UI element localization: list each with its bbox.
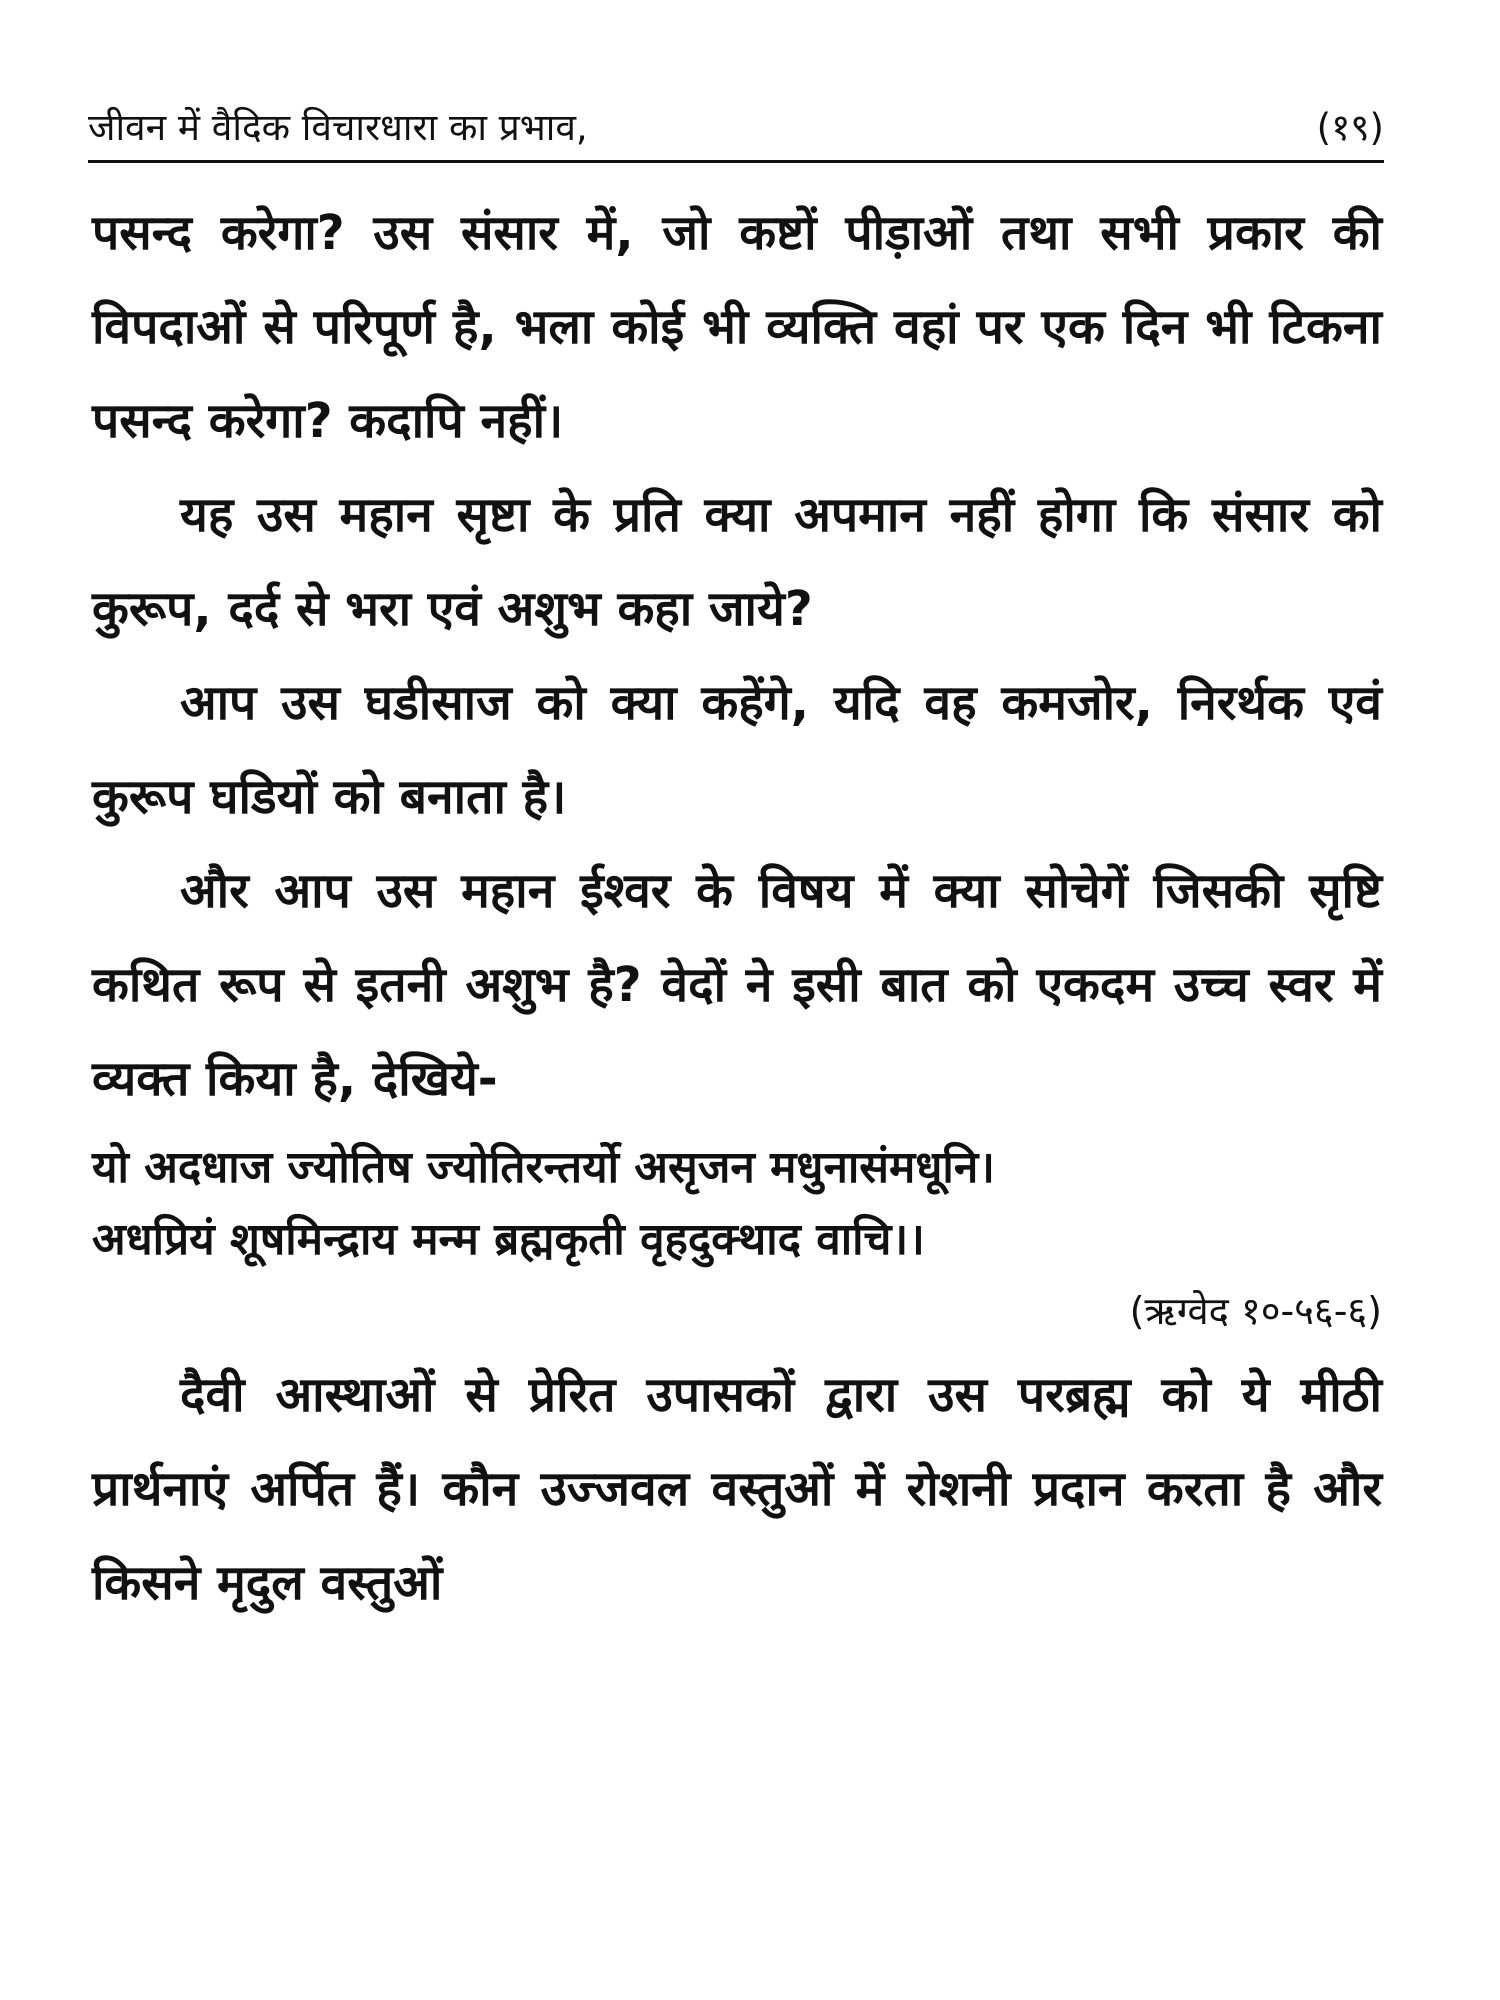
running-title: जीवन में वैदिक विचारधारा का प्रभाव, xyxy=(88,106,588,149)
paragraph: और आप उस महान ईश्वर के विषय में क्या सोचेगें जिसकी सृष्टि कथित रूप से इतनी अशुभ है? वेदों ने इसी बात को एकदम उच्च स्वर में व्यक्त किया है, देखिये- xyxy=(92,863,1382,1107)
paragraph: दैवी आस्थाओं से प्रेरित उपासकों द्वारा उस परब्रह्म को ये मीठी प्रार्थनाएं अर्पित हैं। कौन उज्जवल वस्तुओं में रोशनी प्रदान करता है और किसने मृदुल वस्तुओं xyxy=(92,1367,1382,1611)
paragraph-continued: पसन्द करेगा? उस संसार में, जो कष्टों पीड़ाओं तथा सभी प्रकार की विपदाओं से परिपूर्ण है, भला कोई भी व्यक्ति वहां पर एक दिन भी टिकना पसन्द करेगा? कदापि नहीं। xyxy=(92,205,1382,449)
body-text xyxy=(92,186,1382,1630)
vedic-verse xyxy=(92,1132,1382,1346)
paragraph: यह उस महान सृष्टा के प्रति क्या अपमान नहीं होगा कि संसार को कुरूप, दर्द से भरा एवं अशुभ कहा जाये? xyxy=(92,487,1382,637)
verse-reference: (ऋग्वेद १०-५६-६) xyxy=(1129,1289,1382,1333)
header-rule xyxy=(88,160,1384,163)
running-header xyxy=(88,96,1384,160)
page-number: (१९) xyxy=(1316,106,1384,149)
verse-line: अधप्रियं शूषमिन्द्राय मन्म ब्रह्मकृती वृहदुक्थाद वाचि।। xyxy=(92,1214,925,1265)
paragraph: आप उस घडीसाज को क्या कहेंगे, यदि वह कमजोर, निरर्थक एवं कुरूप घडियों को बनाता है। xyxy=(92,675,1382,825)
verse-line: यो अदधाज ज्योतिष ज्योतिरन्तर्यो असृजन मधुनासंमधूनि। xyxy=(92,1142,995,1193)
